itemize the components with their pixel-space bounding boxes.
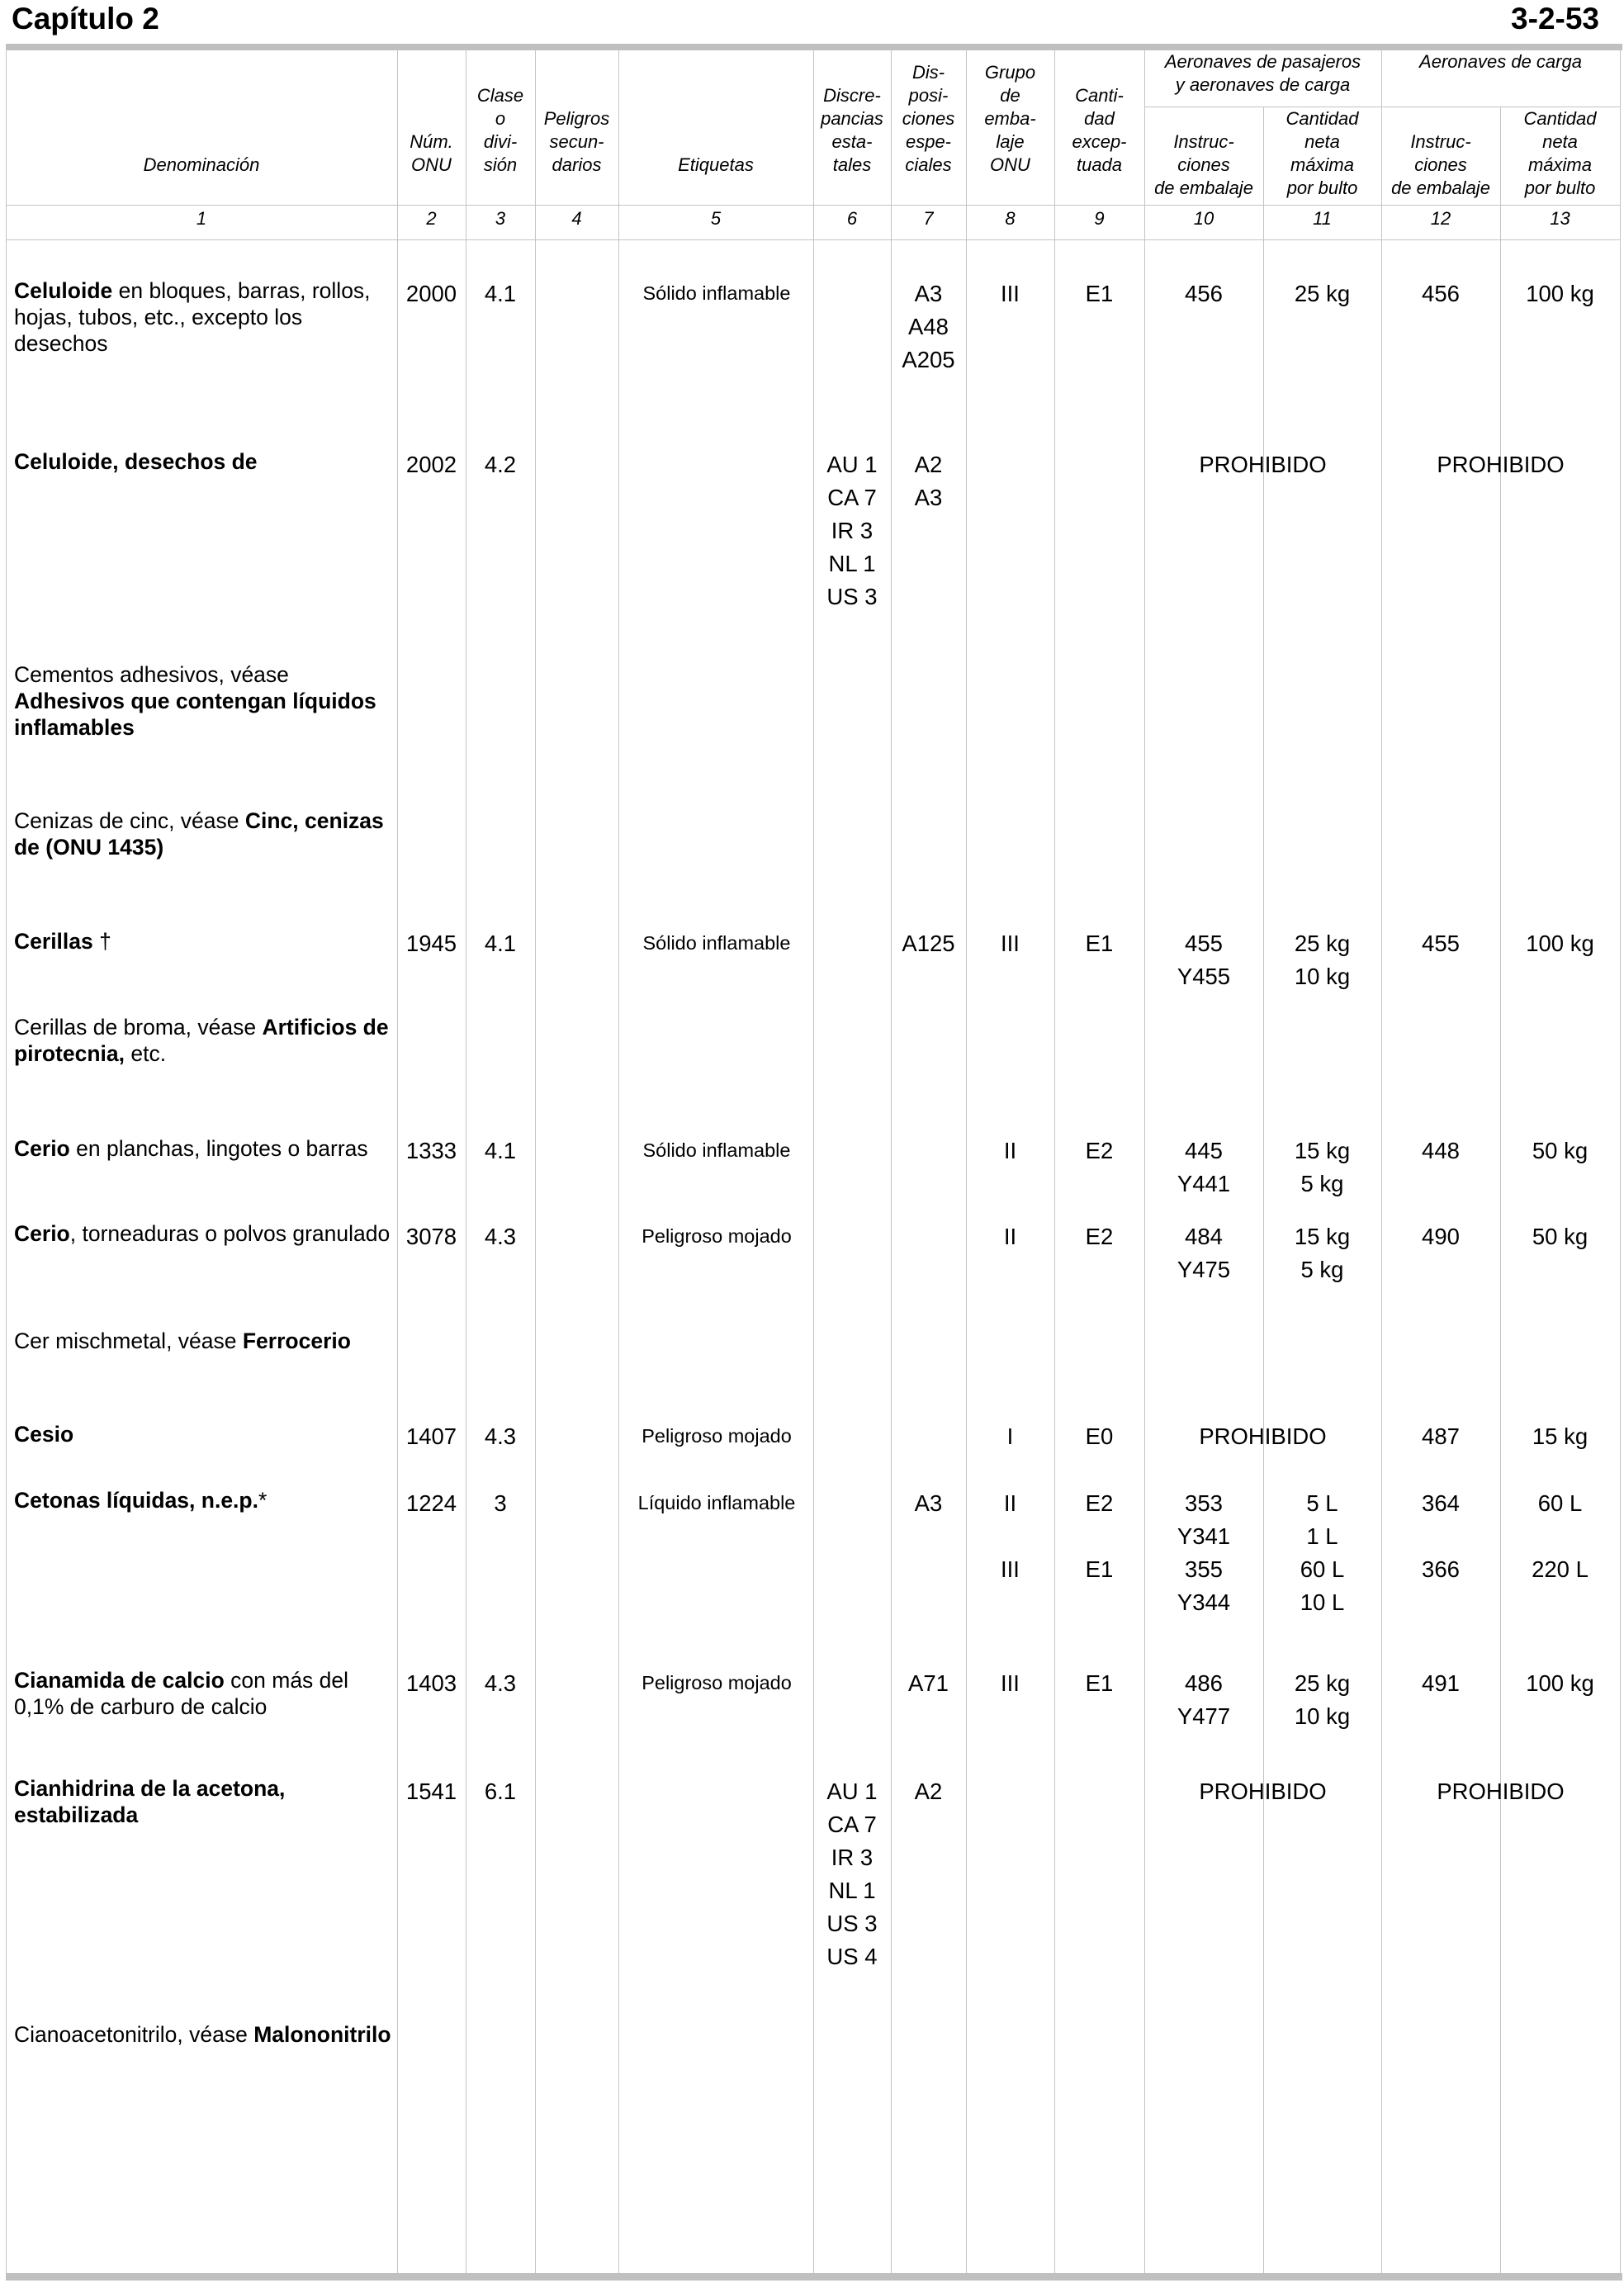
row-name: Cianamida de calcio con más del 0,1% de carburo de calcio bbox=[14, 1668, 349, 1719]
col-header-grupo: Grupo de emba- laje ONU bbox=[984, 62, 1036, 175]
cross-reference: Cerillas de broma, véase Artificios de pirotecnia, etc. bbox=[14, 1015, 389, 1066]
label-text: Sólido inflamable bbox=[642, 1139, 791, 1161]
packing-group: I bbox=[1006, 1423, 1014, 1449]
pax-instructions: 486 Y477 bbox=[1177, 1670, 1231, 1729]
col-number: 12 bbox=[1430, 208, 1451, 229]
row-name: Cianhidrina de la acetona, estabilizada bbox=[14, 1776, 286, 1827]
pax-instructions: 456 bbox=[1185, 281, 1223, 306]
prohibited-pax: PROHIBIDO bbox=[1199, 452, 1327, 477]
class-division: 4.1 bbox=[484, 1138, 517, 1163]
row-name: Cerio, torneaduras o polvos granulado bbox=[14, 1221, 391, 1246]
col-number: 9 bbox=[1094, 208, 1105, 229]
col-header-peligros: Peligros secun- darios bbox=[543, 108, 610, 175]
cargo-instructions: 490 bbox=[1422, 1224, 1460, 1249]
state-variations: AU 1 CA 7 IR 3 NL 1 US 3 bbox=[826, 452, 878, 609]
cargo-instructions: 491 bbox=[1422, 1670, 1460, 1696]
cargo-quantity: 100 kg bbox=[1526, 1670, 1594, 1696]
page-number: 3-2-53 bbox=[1511, 2, 1599, 36]
row-name: Cesio bbox=[14, 1422, 74, 1447]
cargo-quantity: 15 kg bbox=[1532, 1423, 1588, 1449]
pax-quantity: 15 kg 5 kg bbox=[1294, 1224, 1351, 1282]
pax-instructions: 484 Y475 bbox=[1177, 1224, 1231, 1282]
prohibited-pax: PROHIBIDO bbox=[1199, 1423, 1327, 1449]
packing-group: II bbox=[1003, 1138, 1017, 1163]
cargo-quantity: 60 L 220 L bbox=[1532, 1490, 1588, 1582]
pax-instructions: 445 Y441 bbox=[1177, 1138, 1231, 1196]
pax-quantity: 25 kg 10 kg bbox=[1294, 1670, 1351, 1729]
un-number: 1541 bbox=[405, 1779, 457, 1804]
cargo-instructions: 456 bbox=[1422, 281, 1460, 306]
row-name: Celuloide en bloques, barras, rollos, hojas, tubos, etc., excepto los desechos bbox=[14, 278, 371, 356]
chapter-title: Capítulo 2 bbox=[12, 2, 159, 36]
packing-group: III bbox=[1001, 1670, 1020, 1696]
un-number: 2000 bbox=[405, 281, 457, 306]
cargo-instructions: 364 366 bbox=[1422, 1490, 1460, 1582]
cargo-quantity: 100 kg bbox=[1526, 931, 1594, 956]
label-text: Peligroso mojado bbox=[642, 1425, 792, 1447]
cargo-quantity: 100 kg bbox=[1526, 281, 1594, 306]
col-header-instrucciones-carga: Instruc- ciones de embalaje bbox=[1391, 131, 1490, 198]
prohibited-cargo: PROHIBIDO bbox=[1437, 1779, 1565, 1804]
class-division: 4.3 bbox=[484, 1670, 517, 1696]
packing-group: II bbox=[1003, 1224, 1017, 1249]
col-number: 11 bbox=[1313, 208, 1332, 229]
special-provisions: A2 bbox=[914, 1779, 943, 1804]
pax-quantity: 25 kg bbox=[1294, 281, 1351, 306]
special-provisions: A3 bbox=[914, 1490, 943, 1516]
col-number: 4 bbox=[571, 208, 582, 229]
excepted-quantity: E0 bbox=[1085, 1423, 1114, 1449]
excepted-quantity: E2 bbox=[1085, 1138, 1114, 1163]
row-name: Cetonas líquidas, n.e.p.* bbox=[14, 1488, 268, 1513]
un-number: 1403 bbox=[405, 1670, 457, 1696]
col-number: 1 bbox=[196, 208, 207, 229]
col-number: 10 bbox=[1193, 208, 1214, 229]
class-division: 4.1 bbox=[484, 281, 517, 306]
col-number: 3 bbox=[495, 208, 506, 229]
special-provisions: A2 A3 bbox=[914, 452, 943, 510]
cross-reference: Cementos adhesivos, véase Adhesivos que contengan líquidos inflamables bbox=[14, 662, 376, 740]
packing-group: III bbox=[1001, 931, 1020, 956]
un-number: 1407 bbox=[405, 1423, 457, 1449]
excepted-quantity: E1 bbox=[1085, 931, 1114, 956]
excepted-quantity: E2 E1 bbox=[1085, 1490, 1114, 1582]
label-text: Peligroso mojado bbox=[642, 1225, 792, 1247]
col-number: 6 bbox=[846, 208, 858, 229]
label-text: Líquido inflamable bbox=[637, 1492, 796, 1513]
label-text: Peligroso mojado bbox=[642, 1672, 792, 1693]
col-header-cantidad-pax: Cantidad neta máxima por bulto bbox=[1285, 108, 1359, 198]
col-header-cantidad-carga: Cantidad neta máxima por bulto bbox=[1523, 108, 1597, 198]
class-division: 4.1 bbox=[484, 931, 517, 956]
row-name: Celuloide, desechos de bbox=[14, 449, 258, 474]
prohibited-cargo: PROHIBIDO bbox=[1437, 452, 1565, 477]
row-name: Cerio en planchas, lingotes o barras bbox=[14, 1136, 368, 1161]
pax-instructions: 455 Y455 bbox=[1177, 931, 1231, 989]
col-header-discrepancias: Discre- pancias esta- tales bbox=[821, 85, 883, 175]
col-header-num-onu: Núm. ONU bbox=[410, 131, 453, 175]
special-provisions: A3 A48 A205 bbox=[902, 281, 955, 372]
pax-quantity: 5 L 1 L 60 L 10 L bbox=[1300, 1490, 1345, 1615]
un-number: 1224 bbox=[405, 1490, 457, 1516]
excepted-quantity: E1 bbox=[1085, 1670, 1114, 1696]
col-number: 7 bbox=[923, 208, 934, 229]
col-number: 5 bbox=[710, 208, 722, 229]
bottom-rule bbox=[6, 2273, 1622, 2281]
state-variations: AU 1 CA 7 IR 3 NL 1 US 3 US 4 bbox=[826, 1779, 878, 1969]
packing-group: II III bbox=[1001, 1490, 1020, 1582]
packing-group: III bbox=[1001, 281, 1020, 306]
class-division: 4.3 bbox=[484, 1423, 517, 1449]
col-header-clase: Clase o divi- sión bbox=[476, 85, 524, 175]
cross-reference: Cianoacetonitrilo, véase Malononitrilo bbox=[14, 2022, 391, 2047]
pax-instructions: 353 Y341 355 Y344 bbox=[1177, 1490, 1231, 1615]
top-rule bbox=[6, 44, 1622, 50]
prohibited-pax: PROHIBIDO bbox=[1199, 1779, 1327, 1804]
excepted-quantity: E2 bbox=[1085, 1224, 1114, 1249]
class-division: 3 bbox=[494, 1490, 507, 1516]
label-text: Sólido inflamable bbox=[642, 282, 791, 304]
col-header-etiquetas: Etiquetas bbox=[678, 154, 754, 175]
un-number: 3078 bbox=[405, 1224, 457, 1249]
un-number: 2002 bbox=[405, 452, 457, 477]
label-text: Sólido inflamable bbox=[642, 932, 791, 954]
row-name: Cerillas † bbox=[14, 929, 111, 954]
cargo-quantity: 50 kg bbox=[1532, 1138, 1588, 1163]
un-number: 1333 bbox=[405, 1138, 457, 1163]
special-provisions: A125 bbox=[902, 931, 955, 956]
col-header-carga-group: Aeronaves de carga bbox=[1419, 51, 1582, 72]
cargo-instructions: 455 bbox=[1422, 931, 1460, 956]
class-division: 6.1 bbox=[484, 1779, 517, 1804]
special-provisions: A71 bbox=[908, 1670, 949, 1696]
cargo-quantity: 50 kg bbox=[1532, 1224, 1588, 1249]
pax-quantity: 25 kg 10 kg bbox=[1294, 931, 1351, 989]
col-number: 2 bbox=[426, 208, 437, 229]
col-number: 8 bbox=[1005, 208, 1016, 229]
cross-reference: Cer mischmetal, véase Ferrocerio bbox=[14, 1329, 351, 1353]
col-header-instrucciones-pax: Instruc- ciones de embalaje bbox=[1154, 131, 1253, 198]
un-number: 1945 bbox=[405, 931, 457, 956]
col-number: 13 bbox=[1550, 208, 1570, 229]
cargo-instructions: 448 bbox=[1422, 1138, 1460, 1163]
col-header-disposiciones: Dis- posi- ciones espe- ciales bbox=[902, 62, 955, 175]
class-division: 4.2 bbox=[484, 452, 517, 477]
cargo-instructions: 487 bbox=[1422, 1423, 1460, 1449]
col-header-pasajeros-group: Aeronaves de pasajeros y aeronaves de carga bbox=[1164, 51, 1361, 95]
class-division: 4.3 bbox=[484, 1224, 517, 1249]
col-header-cantidad-exceptuada: Canti- dad excep- tuada bbox=[1072, 85, 1127, 175]
pax-quantity: 15 kg 5 kg bbox=[1294, 1138, 1351, 1196]
cross-reference: Cenizas de cinc, véase Cinc, cenizas de (ONU 1435) bbox=[14, 808, 384, 860]
col-header-denominacion: Denominación bbox=[143, 154, 260, 175]
excepted-quantity: E1 bbox=[1085, 281, 1114, 306]
